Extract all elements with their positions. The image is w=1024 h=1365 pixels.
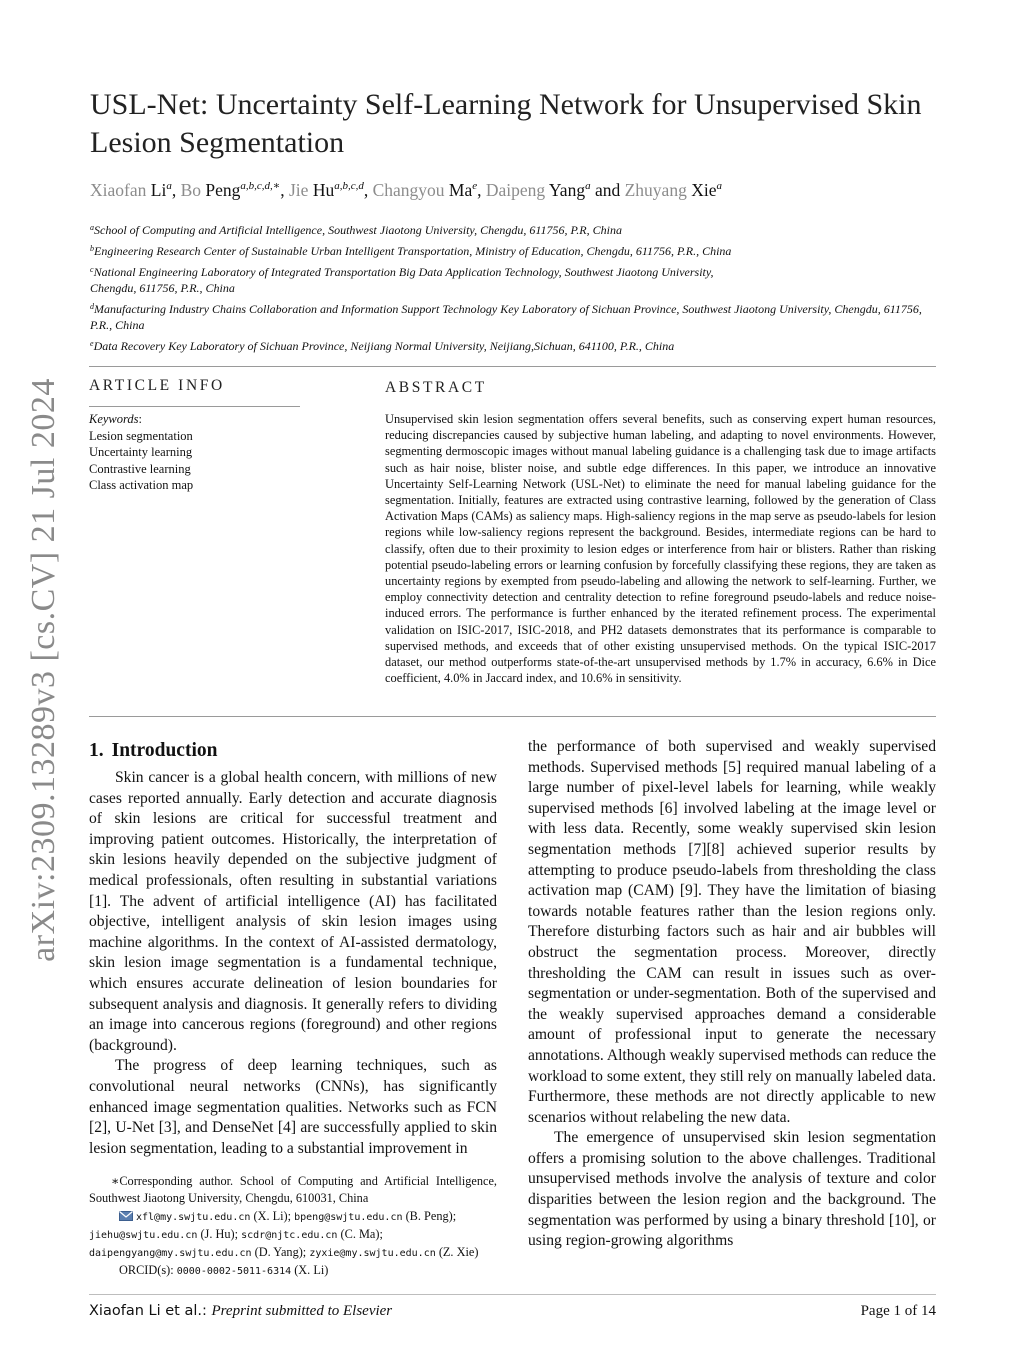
author (625, 180, 722, 200)
email-address[interactable]: scdr@njtc.edu.cn (241, 1229, 338, 1241)
abstract-divider (89, 716, 936, 717)
orcid-id[interactable]: 0000-0002-5011-6314 (176, 1266, 292, 1278)
footer-journal: Preprint submitted to Elsevier (211, 1303, 393, 1319)
article-info-heading: ARTICLE INFO (89, 377, 225, 394)
author: Jie Hu$^{a,b,c,d}$, (288, 180, 373, 200)
abstract-text: Unsupervised skin lesion segmentation offers several benefits, such as conserving expert human resources, reducing discrepancies caused by subjective human labeling, and adapting to novel environments. However, segmenting dermoscopic images without manual labeling guidance is a challenging task due to image artifacts such as hair noise, blister noise, and subtle edge differences. In this paper, we introduce an innovative Uncertainty Self-Learning Network (USL-Net) to eliminate the need for manual labeling guidance for the segmentation. Initially, features are extracted using contrastive learning, followed by the generation of Class Activation Maps (CAMs) as saliency maps. High-saliency regions in the map serve as pseudo-labels for lesion regions while low-saliency regions represent the background. Besides, intermediate regions can be hard to classify, often due to their proximity to lesion edges or interference from hair or blisters. Rather than risking potential pseudo-labeling errors or learning confusion by forcefully classifying these regions, they are taken as uncertainty regions by exempted from pseudo-labeling and allowing the network to self-learning. Further, we employ connectivity detection and centrality detection to refine foreground pseudo-labels and reduce noise-induced errors. The performance is further enhanced by the iterated refinement process. The experimental validation on ISIC-2017, ISIC-2018, and PH2 datasets demonstrates that its performance is comparable to supervised methods, and exceeds that of other existing unsupervised methods. On the typical ISIC-2017 dataset, our method outperforms state-of-the-art unsupervised methods by 1.7% in accuracy, 6.6% in Dice coefficient, 4.0% in Jaccard index, and 10.6% in sensitivity. (385, 412, 936, 686)
article-info-divider (89, 406, 300, 407)
body-column-left (89, 768, 497, 1159)
author-last-name: Ma (448, 180, 473, 200)
footer-divider (89, 1294, 936, 1295)
author: Xiaofan Li$^a$, (90, 180, 181, 200)
envelope-icon (119, 1211, 133, 1221)
author-affiliation-mark: a (166, 180, 172, 192)
keyword: Uncertainty learning (89, 445, 193, 459)
affiliation: $^d$Manufacturing Industry Chains Collaboration and Information Support Technology Key Laboratory of Sichuan Province, Southwest Jiaotong University, Chengdu, 611756, P.R., China (90, 302, 922, 332)
paragraph: Skin cancer is a global health concern, with millions of new cases reported annually. Early detection and accurate diagnosis of skin lesions are critical for successful treatment and improving patient outcomes. Historically, the interpretation of skin lesions heavily depended on the subjective judgment of medical professionals, often resulting in substantial variations [1]. The advent of artificial intelligence (AI) has facilitated objective, intelligent analysis of skin lesion images using machine algorithms. In the context of AI-assisted dermatology, skin lesion image segmentation is a fundamental technique, which ensures accurate delineation of lesion boundaries for subsequent analysis and diagnosis. It generally refers to dividing an image into cancerous regions (foreground) and other regions (background). (89, 769, 497, 1054)
affiliation: $^a$School of Computing and Artificial Intelligence, Southwest Jiaotong University, Chengdu, 611756, P.R, China (90, 223, 622, 237)
author-affiliation-mark: a (716, 180, 722, 192)
affiliation-list (90, 222, 940, 359)
keyword: Class activation map (89, 478, 194, 492)
paper-title: USL-Net: Uncertainty Self-Learning Network for Unsupervised Skin Lesion Segmentation (90, 88, 922, 159)
author-last-name: Peng (205, 180, 241, 200)
author-last-name: Li (150, 180, 167, 200)
arxiv-identifier-stamp: arXiv:2309.13289v3 [cs.CV] 21 Jul 2024 (25, 378, 62, 962)
footnote (89, 1173, 497, 1281)
author: Changyou Ma$^e$, (372, 180, 486, 200)
email-address[interactable]: xfl@my.swjtu.edu.cn (136, 1211, 251, 1223)
affiliation: $^c$National Engineering Laboratory of Integrated Transportation Big Data Application Technology, Southwest Jiaotong University, Chengdu, 611756, P.R., China (90, 265, 714, 295)
body-column-right (528, 737, 936, 1252)
author-last-name: Yang (548, 180, 586, 200)
author-first-name: Bo (180, 180, 201, 200)
orcid-line: ORCID(s): 0000-0002-5011-6314 (X. Li) (119, 1263, 329, 1278)
footer-citation: Xiaofan Li et al.: Preprint submitted to Elsevier (89, 1303, 393, 1319)
keywords-label-line: Keywords: (89, 412, 143, 426)
paragraph: The emergence of unsupervised skin lesion segmentation offers a promising solution to the above challenges. Traditional unsupervised methods involve the analysis of texture and color disparities between the lesion region and the background. The segmentation was performed by using a binary threshold [10], or using region-growing algorithms (528, 1129, 936, 1250)
author: Bo Peng$^{a,b,c,d,∗}$, (180, 180, 289, 200)
author-first-name: Xiaofan (90, 180, 147, 200)
author-list (90, 178, 940, 202)
affiliation: $^e$Data Recovery Key Laboratory of Sichuan Province, Neijiang Normal University, Neijiang,Sichuan, 641100, P.R., China (90, 339, 675, 353)
keyword: Lesion segmentation (89, 428, 193, 443)
author-conjunction: and (594, 180, 621, 200)
author-affiliation-mark: a,b,c,d (334, 180, 364, 192)
author-first-name: Daipeng (485, 180, 546, 200)
corresponding-author-note: ∗Corresponding author. School of Computing and Artificial Intelligence, Southwest Jiaotong University, Chengdu, 610031, China (89, 1174, 497, 1206)
affiliation: $^b$Engineering Research Center of Sustainable Urban Intelligent Transportation, Ministry of Education, Chengdu, 611756, P.R., China (90, 244, 732, 258)
email-address[interactable]: jiehu@swjtu.edu.cn (89, 1229, 198, 1241)
email-address[interactable]: zyxie@my.swjtu.edu.cn (309, 1248, 436, 1260)
keywords-label: Keywords (89, 412, 139, 426)
author-last-name: Hu (312, 180, 335, 200)
author-last-name: Xie (691, 180, 717, 200)
author-affiliation-mark: a,b,c,d,∗ (240, 180, 281, 192)
author-first-name: Jie (288, 180, 309, 200)
paragraph: The progress of deep learning techniques, such as convolutional neural networks (CNNs), has significantly enhanced image segmentation qualities. Networks such as FCN [2], U-Net [3], and DenseNet [4] are successfully applied to skin lesion segmentation, leading to a substantial improvement in (89, 1057, 497, 1157)
email-address[interactable]: daipengyang@my.swjtu.edu.cn (89, 1248, 252, 1260)
email-line: daipengyang@my.swjtu.edu.cn (D. Yang); zyxie@my.swjtu.edu.cn (Z. Xie) (89, 1245, 479, 1260)
author-first-name: Changyou (372, 180, 445, 200)
page-number: Page 1 of 14 (860, 1303, 936, 1319)
keywords-block (89, 411, 309, 494)
email-line: xfl@my.swjtu.edu.cn (X. Li); bpeng@swjtu.edu.cn (B. Peng); (89, 1208, 497, 1226)
email-address[interactable]: bpeng@swjtu.edu.cn (294, 1211, 403, 1223)
abstract-heading: ABSTRACT (385, 379, 487, 396)
author-first-name: Zhuyang (624, 180, 687, 200)
keyword: Contrastive learning (89, 461, 191, 476)
author (486, 180, 595, 200)
header-divider (89, 366, 936, 367)
author-affiliation-mark: a (585, 180, 591, 192)
email-line: jiehu@swjtu.edu.cn (J. Hu); scdr@njtc.edu.cn (C. Ma); (89, 1226, 383, 1241)
section-heading-introduction: 1. Introduction (89, 740, 218, 761)
author-affiliation-mark: e (472, 180, 478, 192)
paragraph: the performance of both supervised and weakly supervised methods. Supervised methods [5] required manual labeling of a large number of pixel-level labels for learning, while weakly supervised methods [6] involved labeling at the image level or with less data. Recently, some weakly supervised skin lesion segmentation methods [7][8] achieved superior results by attempting to produce pseudo-labels from thresholding the class activation map (CAM) [9]. They have the limitation of biasing towards notable features rather than the lesion regions only. Therefore disturbing factors such as hair and air bubbles will obstruct the segmentation process. Moreover, directly thresholding the CAM can result in issues such as over-segmentation or under-segmentation. Both of the supervised and the weakly supervised approaches demand a considerable amount of professional input to generate the necessary annotations. Although weakly supervised methods can reduce the workload to some extent, they still rely on manually labeled data. Furthermore, these methods are not directly applicable to new scenarios without relabeling the new data. (528, 738, 936, 1126)
